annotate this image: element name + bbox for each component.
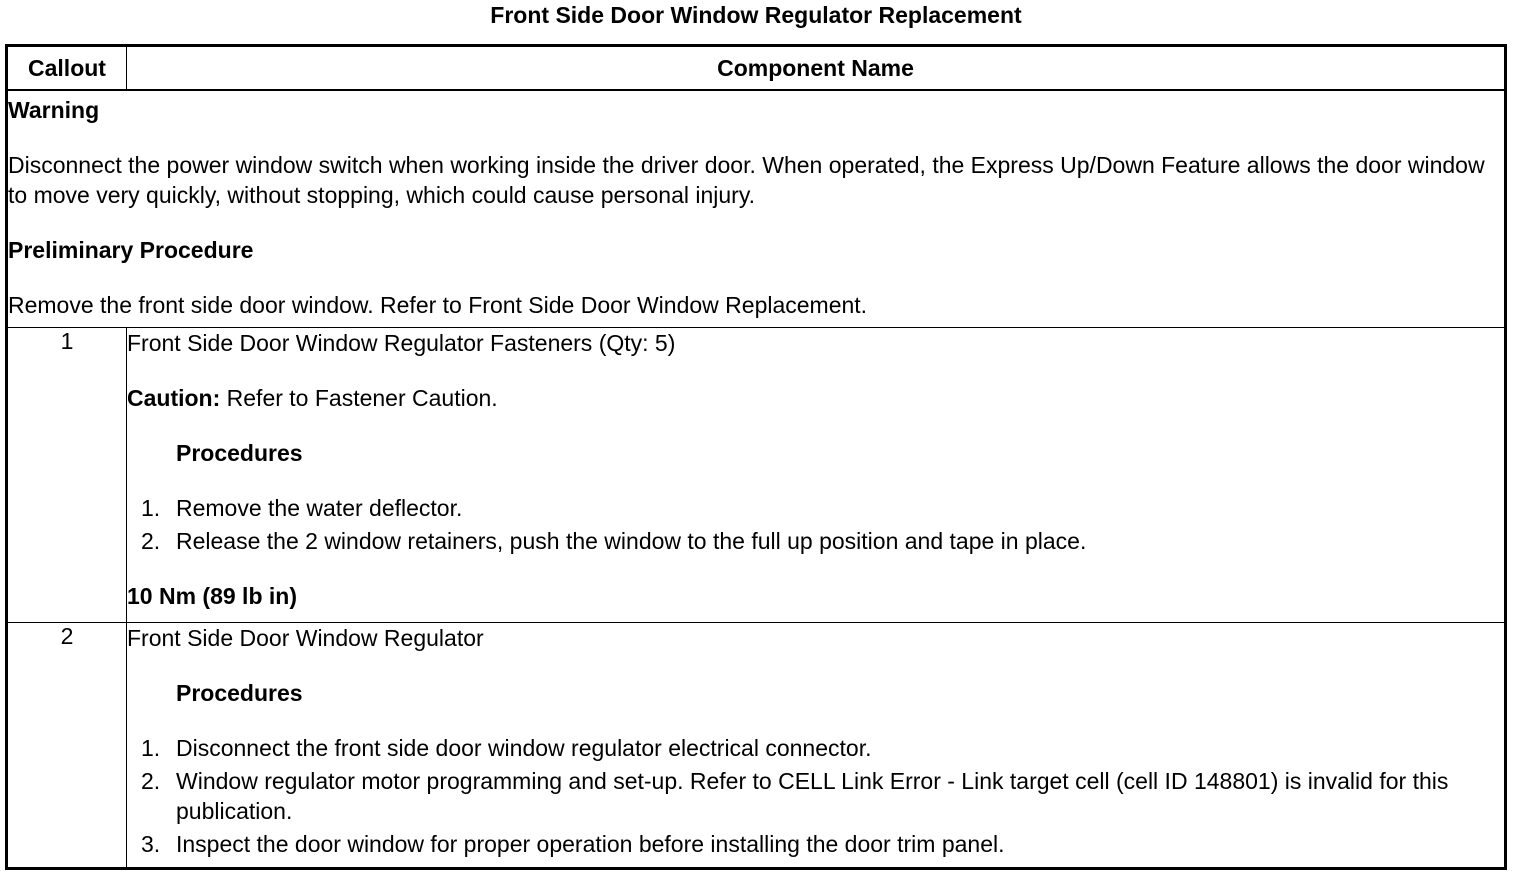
preliminary-text: Remove the front side door window. Refer to Front Side Door Window Replacement. xyxy=(8,292,868,318)
page-title: Front Side Door Window Regulator Replacement xyxy=(490,2,1022,28)
list-item xyxy=(127,526,1504,556)
list-item xyxy=(127,493,1504,523)
step-text: Remove the water deflector. xyxy=(176,495,463,521)
procedure-steps xyxy=(127,493,1504,556)
procedure-steps xyxy=(127,733,1504,859)
component-name: Front Side Door Window Regulator xyxy=(127,625,484,651)
callout-number: 2 xyxy=(7,623,127,869)
component-cell xyxy=(127,623,1506,869)
step-text: Disconnect the front side door window regulator electrical connector. xyxy=(176,735,872,761)
callout-number: 1 xyxy=(7,328,127,623)
step-number: 2. xyxy=(141,528,161,554)
warning-row xyxy=(7,90,1506,328)
preliminary-heading: Preliminary Procedure xyxy=(8,237,254,263)
component-name: Front Side Door Window Regulator Fasteners (Qty: 5) xyxy=(127,330,676,356)
step-number: 1. xyxy=(141,495,161,521)
step-text: Inspect the door window for proper operation before installing the door trim panel. xyxy=(176,831,1005,857)
table-header-row xyxy=(7,46,1506,91)
warning-heading: Warning xyxy=(8,97,100,123)
table-row xyxy=(7,328,1506,623)
caution-label: Caution: xyxy=(127,385,221,411)
step-text: Window regulator motor programming and set-up. Refer to CELL Link Error - Link target cell (cell ID 148801) is invalid for this publication. xyxy=(176,768,1449,824)
list-item xyxy=(127,766,1504,826)
caution-note xyxy=(127,383,1504,413)
list-item xyxy=(127,733,1504,763)
torque-spec: 10 Nm (89 lb in) xyxy=(127,583,297,609)
step-number: 1. xyxy=(141,735,161,761)
warning-text: Disconnect the power window switch when working inside the driver door. When operated, the Express Up/Down Feature allows the door window to move very quickly, without stopping, which could cause personal injury. xyxy=(8,152,1485,208)
caution-text: Refer to Fastener Caution. xyxy=(226,385,498,411)
step-number: 2. xyxy=(141,768,161,794)
table-row xyxy=(7,623,1506,869)
component-column-header: Component Name xyxy=(127,46,1506,91)
step-number: 3. xyxy=(141,831,161,857)
procedure-table xyxy=(5,44,1507,870)
warning-cell xyxy=(7,90,1506,328)
step-text: Release the 2 window retainers, push the window to the full up position and tape in place. xyxy=(176,528,1087,554)
component-cell xyxy=(127,328,1506,623)
list-item xyxy=(127,829,1504,859)
procedures-heading: Procedures xyxy=(176,440,303,466)
callout-column-header: Callout xyxy=(7,46,127,91)
procedures-heading: Procedures xyxy=(176,680,303,706)
